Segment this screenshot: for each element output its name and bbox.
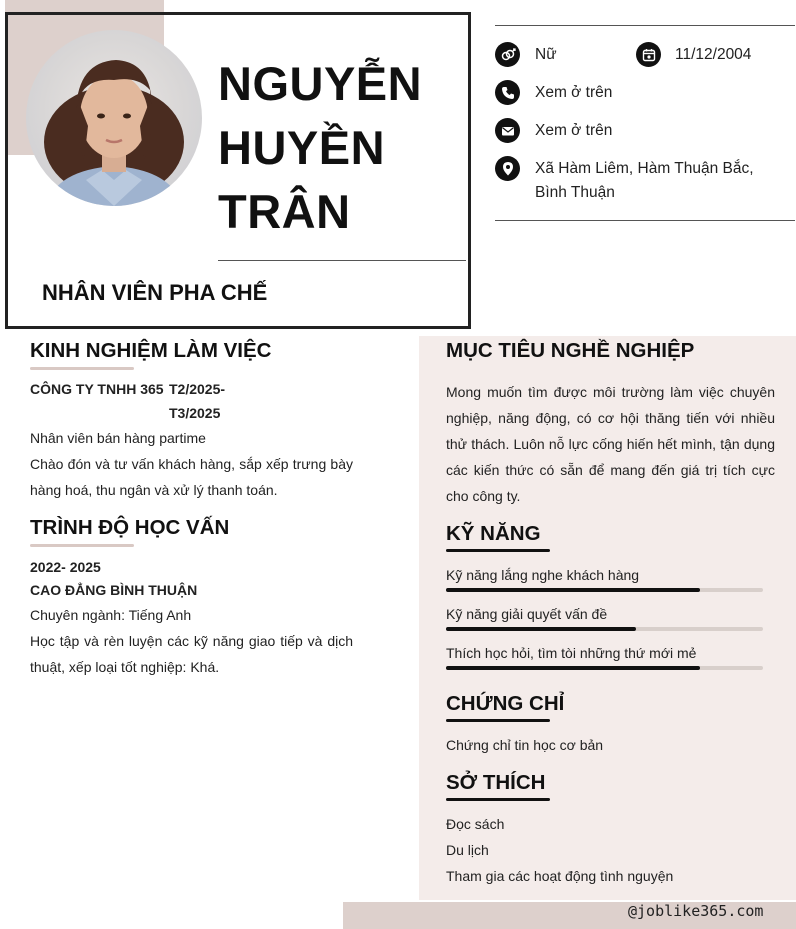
education-underline xyxy=(30,544,134,547)
skill-label-2: Kỹ năng giải quyết vấn đề xyxy=(446,606,608,622)
name-line-3: TRÂN xyxy=(218,185,351,238)
name-line-2: HUYỀN xyxy=(218,121,386,174)
education-school: CAO ĐẲNG BÌNH THUẬN xyxy=(30,582,198,598)
hobby-item-1: Đọc sách xyxy=(446,816,505,832)
phone-value: Xem ở trên xyxy=(535,84,613,101)
certificates-heading: CHỨNG CHỈ xyxy=(446,692,565,715)
experience-period-end: T3/2025 xyxy=(169,405,221,421)
email-value: Xem ở trên xyxy=(535,122,613,139)
skill-fill-2 xyxy=(446,627,636,631)
portrait-illustration xyxy=(26,30,202,206)
education-period: 2022- 2025 xyxy=(30,559,101,575)
info-divider-top xyxy=(495,25,795,26)
gender-value: Nữ xyxy=(535,46,557,63)
experience-heading: KINH NGHIỆM LÀM VIỆC xyxy=(30,339,272,362)
education-heading: TRÌNH ĐỘ HỌC VẤN xyxy=(30,516,230,539)
job-title: NHÂN VIÊN PHA CHẾ xyxy=(42,280,268,305)
address-line-2: Bình Thuận xyxy=(535,184,615,201)
skill-fill-3 xyxy=(446,666,700,670)
objective-heading: MỤC TIÊU NGHỀ NGHIỆP xyxy=(446,339,695,362)
certificate-item: Chứng chỉ tin học cơ bản xyxy=(446,737,604,753)
footer-watermark: @joblike365.com xyxy=(628,902,764,920)
location-icon xyxy=(495,156,520,181)
skills-underline xyxy=(446,549,550,552)
candidate-name xyxy=(218,52,458,244)
education-major: Chuyên ngành: Tiếng Anh xyxy=(30,607,192,623)
email-icon xyxy=(495,118,520,143)
avatar xyxy=(26,30,202,206)
name-divider xyxy=(218,260,466,261)
calendar-icon xyxy=(636,42,661,67)
experience-company: CÔNG TY TNHH 365 xyxy=(30,381,164,397)
address-line-1: Xã Hàm Liêm, Hàm Thuận Bắc, xyxy=(535,160,754,177)
hobby-item-3: Tham gia các hoạt động tình nguyện xyxy=(446,868,674,884)
hobbies-heading: SỞ THÍCH xyxy=(446,771,546,794)
experience-position: Nhân viên bán hàng partime xyxy=(30,430,206,446)
skill-label-3: Thích học hỏi, tìm tòi những thứ mới mẻ xyxy=(446,645,697,661)
education-description: Học tập và rèn luyện các kỹ năng giao tiếp và dịch thuật, xếp loại tốt nghiệp: Khá. xyxy=(30,633,353,675)
info-divider-bottom xyxy=(495,220,795,221)
objective-text: Mong muốn tìm được môi trường làm việc chuyên nghiệp, năng động, có cơ hội thăng tiến với nhiều thử thách. Luôn nỗ lực cống hiến hết mình, tận dụng các kiến thức có sẵn để mang đến giá trị tích cực cho công ty. xyxy=(446,384,775,504)
skill-bar-3 xyxy=(446,666,763,670)
experience-underline xyxy=(30,367,134,370)
name-line-1: NGUYỄN xyxy=(218,57,423,110)
hobby-item-2: Du lịch xyxy=(446,842,489,858)
skills-heading: KỸ NĂNG xyxy=(446,522,541,545)
certificates-underline xyxy=(446,719,550,722)
skill-bar-1 xyxy=(446,588,763,592)
skill-label-1: Kỹ năng lắng nghe khách hàng xyxy=(446,567,640,583)
gender-icon xyxy=(495,42,520,67)
skill-bar-2 xyxy=(446,627,763,631)
experience-period-start: T2/2025- xyxy=(169,381,226,397)
skill-fill-1 xyxy=(446,588,700,592)
birthdate-value: 11/12/2004 xyxy=(675,46,752,63)
hobbies-underline xyxy=(446,798,550,801)
phone-icon xyxy=(495,80,520,105)
experience-description: Chào đón và tư vấn khách hàng, sắp xếp trưng bày hàng hoá, thu ngân và xử lý thanh toán. xyxy=(30,456,353,498)
